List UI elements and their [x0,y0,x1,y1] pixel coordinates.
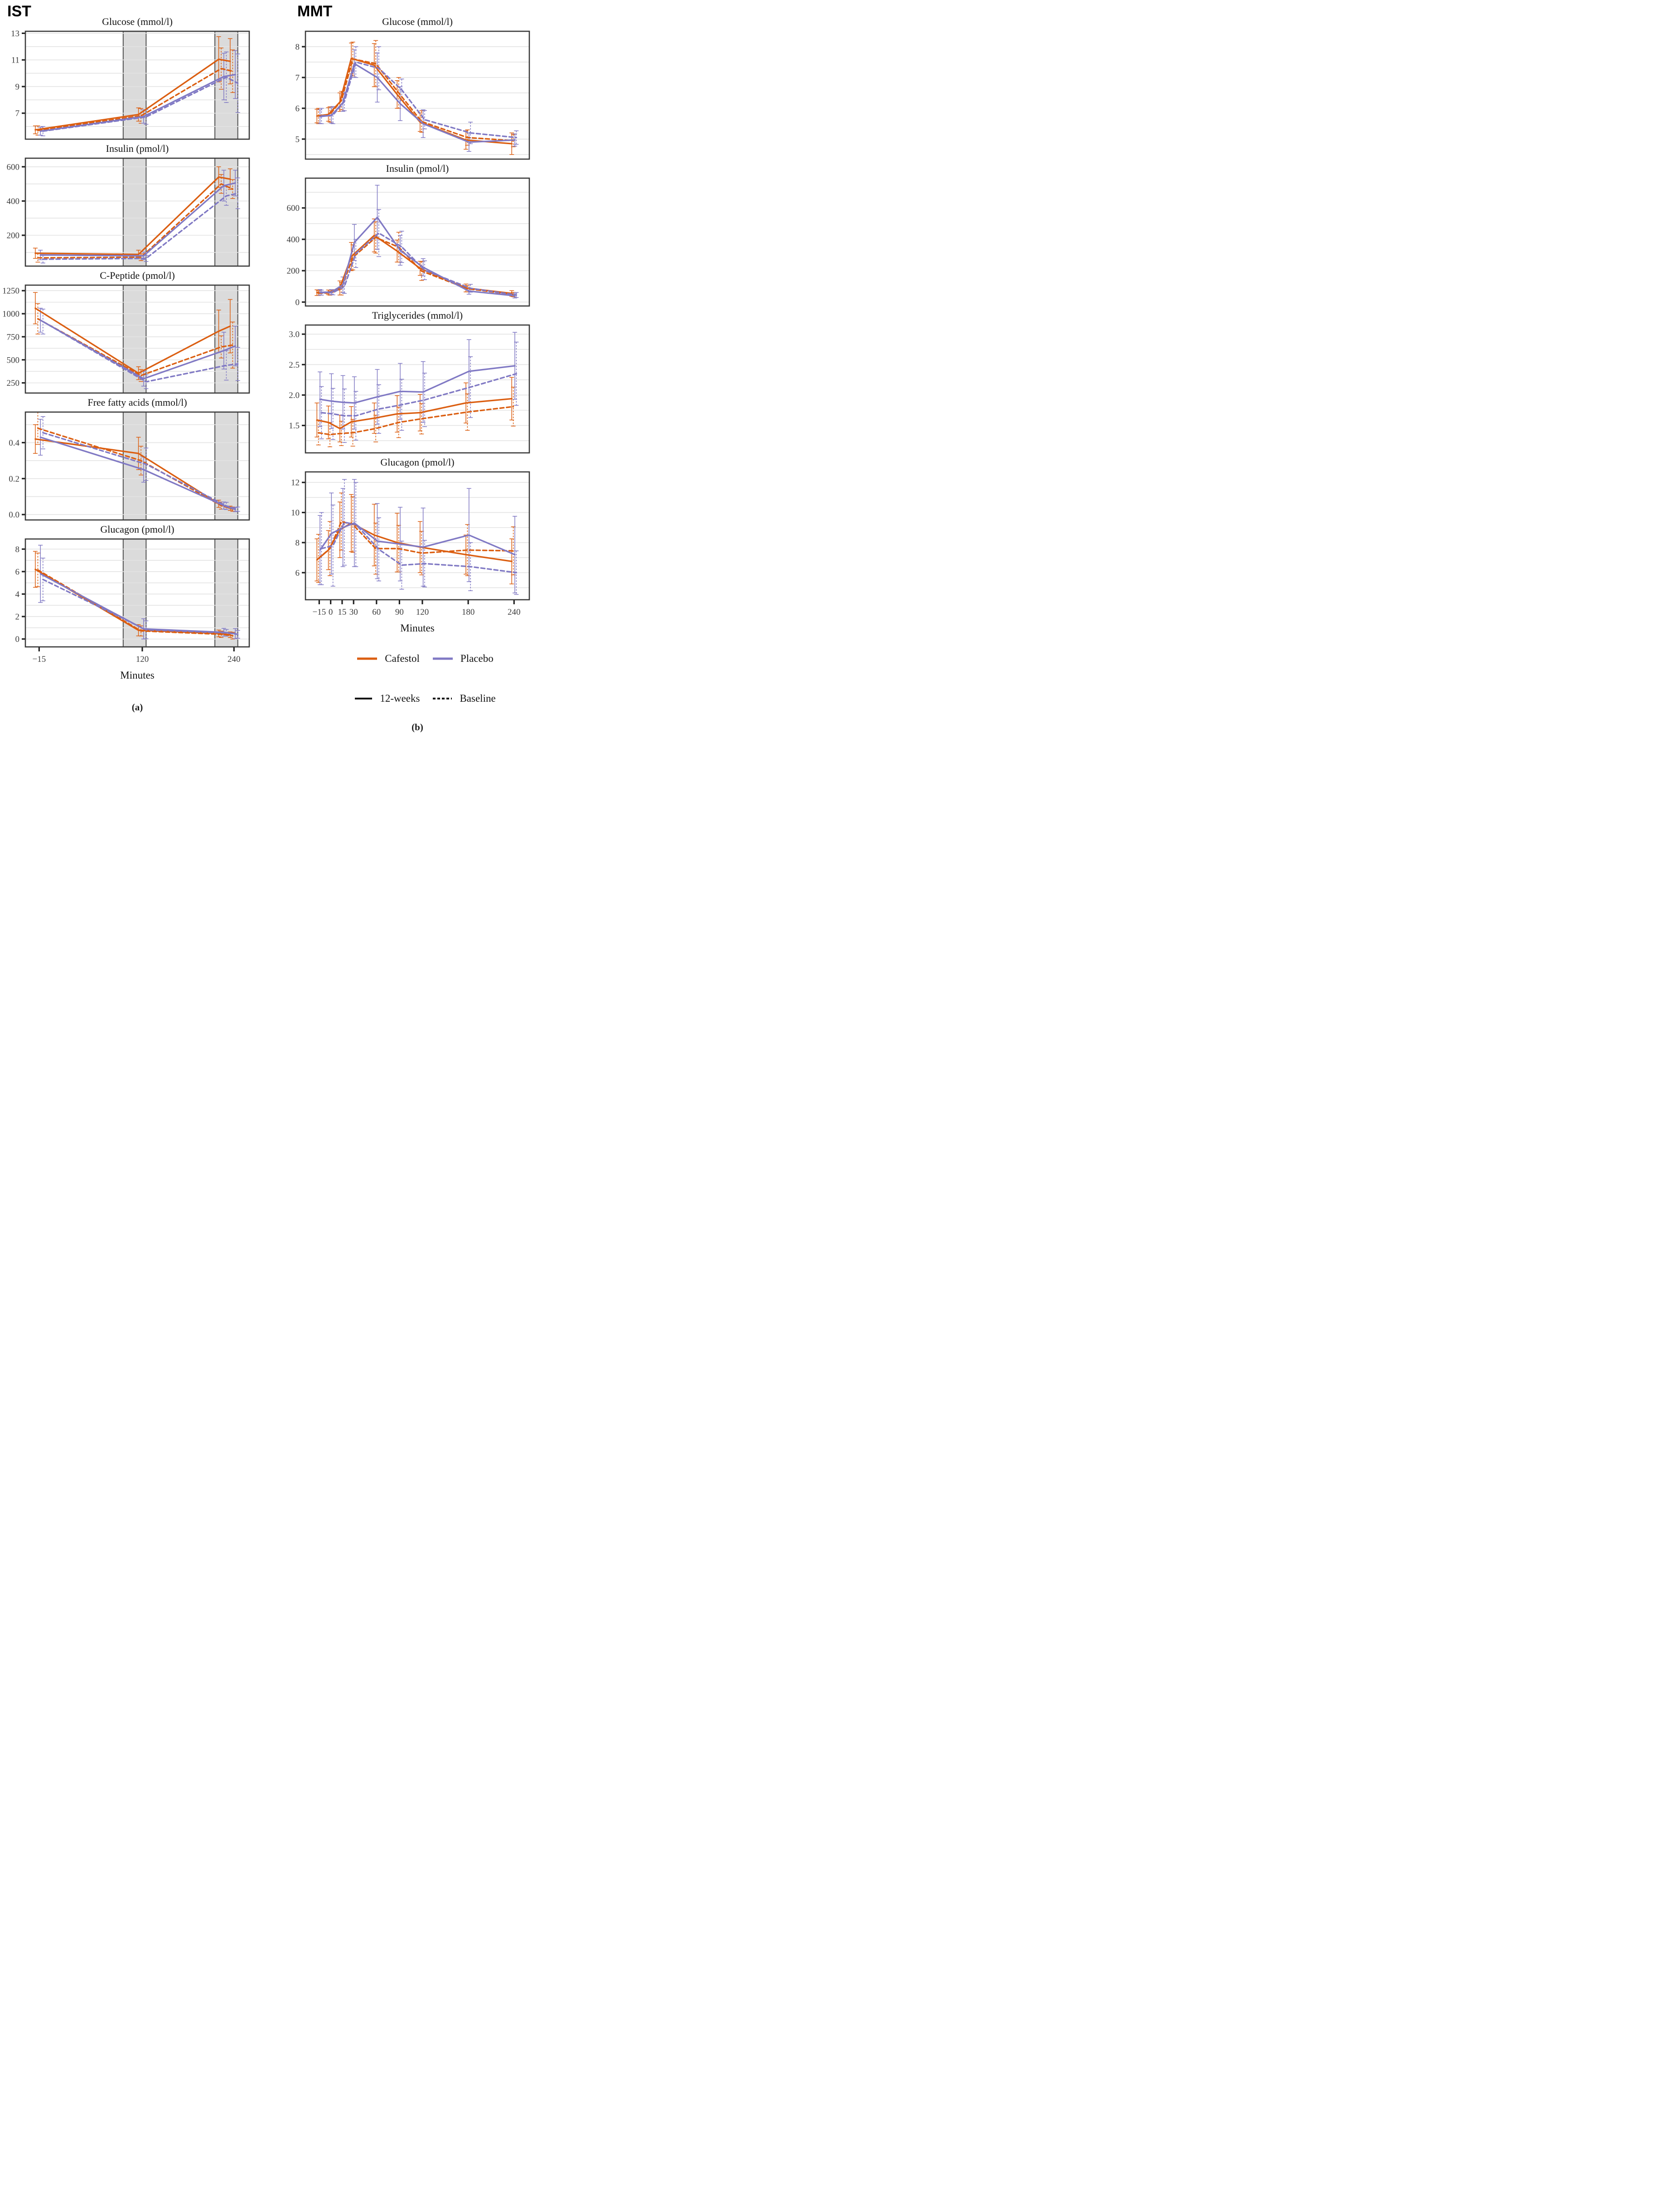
mmt-glucose-chart [281,28,560,163]
ist-glucose-chart [1,28,280,143]
panel-ist-cpeptide [0,270,280,397]
svg-text:750: 750 [6,332,19,342]
svg-text:240: 240 [508,607,521,617]
panel-title: Free fatty acids (mmol/l) [87,397,187,408]
legend-linetype-row [307,688,543,709]
svg-text:200: 200 [6,231,19,241]
ist-header: IST [7,3,31,20]
svg-text:6: 6 [295,104,300,114]
legend [307,648,543,709]
panel-title: Insulin (pmol/l) [386,163,449,174]
svg-text:5: 5 [295,135,300,145]
panel-title: C-Peptide (pmol/l) [100,270,175,281]
legend-item-placebo [432,653,494,665]
svg-text:1.5: 1.5 [289,421,300,431]
svg-text:120: 120 [416,607,429,617]
svg-text:−15: −15 [32,655,46,664]
panel-title: Triglycerides (mmol/l) [372,310,463,321]
panel-title: Glucose (mmol/l) [382,16,453,27]
mmt-header: MMT [297,3,333,20]
panel-mmt-triglycerides [280,310,560,457]
svg-text:7: 7 [295,73,300,83]
svg-text:12: 12 [291,478,300,488]
svg-text:0: 0 [15,635,19,645]
svg-text:200: 200 [286,266,300,276]
svg-text:30: 30 [349,607,358,617]
svg-text:6: 6 [295,568,300,578]
solid-line-swatch-icon [354,697,373,700]
panel-title: Glucose (mmol/l) [102,16,173,27]
panel-ist-glucagon [0,524,280,689]
svg-text:250: 250 [6,379,19,388]
svg-text:600: 600 [286,204,300,214]
panel-ist-insulin [0,143,280,270]
svg-text:Minutes: Minutes [120,670,155,681]
placebo-line-swatch-icon [432,657,453,660]
ist-cpeptide-chart [1,282,280,397]
svg-text:10: 10 [291,508,300,518]
ist-insulin-chart [1,155,280,270]
caption-b: (b) [412,722,423,733]
svg-text:8: 8 [15,544,19,554]
cafestol-line-swatch-icon [357,657,378,660]
ist-column [0,0,280,733]
svg-text:3.0: 3.0 [289,330,300,340]
panel-mmt-insulin [280,163,560,310]
legend-label: Baseline [460,693,496,704]
figure [0,0,560,733]
svg-text:2: 2 [15,612,19,622]
mmt-insulin-chart [281,175,560,310]
svg-text:0: 0 [295,297,300,307]
panel-ist-glucose [0,16,280,143]
svg-text:60: 60 [372,607,381,617]
legend-label: 12-weeks [380,693,420,704]
svg-text:4: 4 [15,589,19,599]
legend-item-baseline [432,693,495,704]
svg-text:0.2: 0.2 [9,474,19,484]
panel-title: Glucagon (pmol/l) [100,524,174,535]
svg-text:2.0: 2.0 [289,390,300,400]
svg-text:0.4: 0.4 [9,438,19,448]
svg-text:180: 180 [461,607,475,617]
svg-text:13: 13 [11,29,19,39]
svg-text:600: 600 [6,162,19,172]
svg-text:90: 90 [395,607,404,617]
svg-text:8: 8 [295,538,300,548]
svg-text:240: 240 [228,655,241,664]
svg-text:0: 0 [328,607,333,617]
ist-glucagon-chart [1,536,280,689]
svg-text:0.0: 0.0 [9,510,19,520]
panel-title: Insulin (pmol/l) [106,143,169,154]
svg-text:Minutes: Minutes [400,622,435,634]
svg-text:120: 120 [136,655,149,664]
svg-text:−15: −15 [312,607,326,617]
svg-text:500: 500 [6,355,19,365]
svg-text:1250: 1250 [2,286,19,296]
mmt-column [280,0,560,733]
svg-text:9: 9 [15,82,19,92]
svg-text:400: 400 [286,235,300,245]
svg-text:8: 8 [295,42,300,52]
legend-label: Placebo [460,653,494,664]
legend-item-cafestol [357,653,420,665]
svg-text:400: 400 [6,196,19,206]
mmt-glucagon-chart [281,469,560,642]
panel-ist-ffa [0,397,280,524]
svg-text:7: 7 [15,109,19,119]
svg-text:15: 15 [338,607,347,617]
panel-mmt-glucose [280,16,560,163]
panel-title: Glucagon (pmol/l) [380,456,455,468]
svg-text:6: 6 [15,567,19,577]
legend-item-12weeks [354,693,420,704]
dashed-line-swatch-icon [432,697,452,700]
mmt-triglycerides-chart [281,322,560,457]
panel-mmt-glucagon [280,457,560,642]
legend-group-row [307,648,543,669]
svg-text:2.5: 2.5 [289,360,300,370]
caption-a: (a) [131,702,143,713]
svg-text:1000: 1000 [2,309,19,319]
legend-label: Cafestol [385,653,420,664]
ist-ffa-chart [1,409,280,524]
svg-text:11: 11 [11,55,19,65]
